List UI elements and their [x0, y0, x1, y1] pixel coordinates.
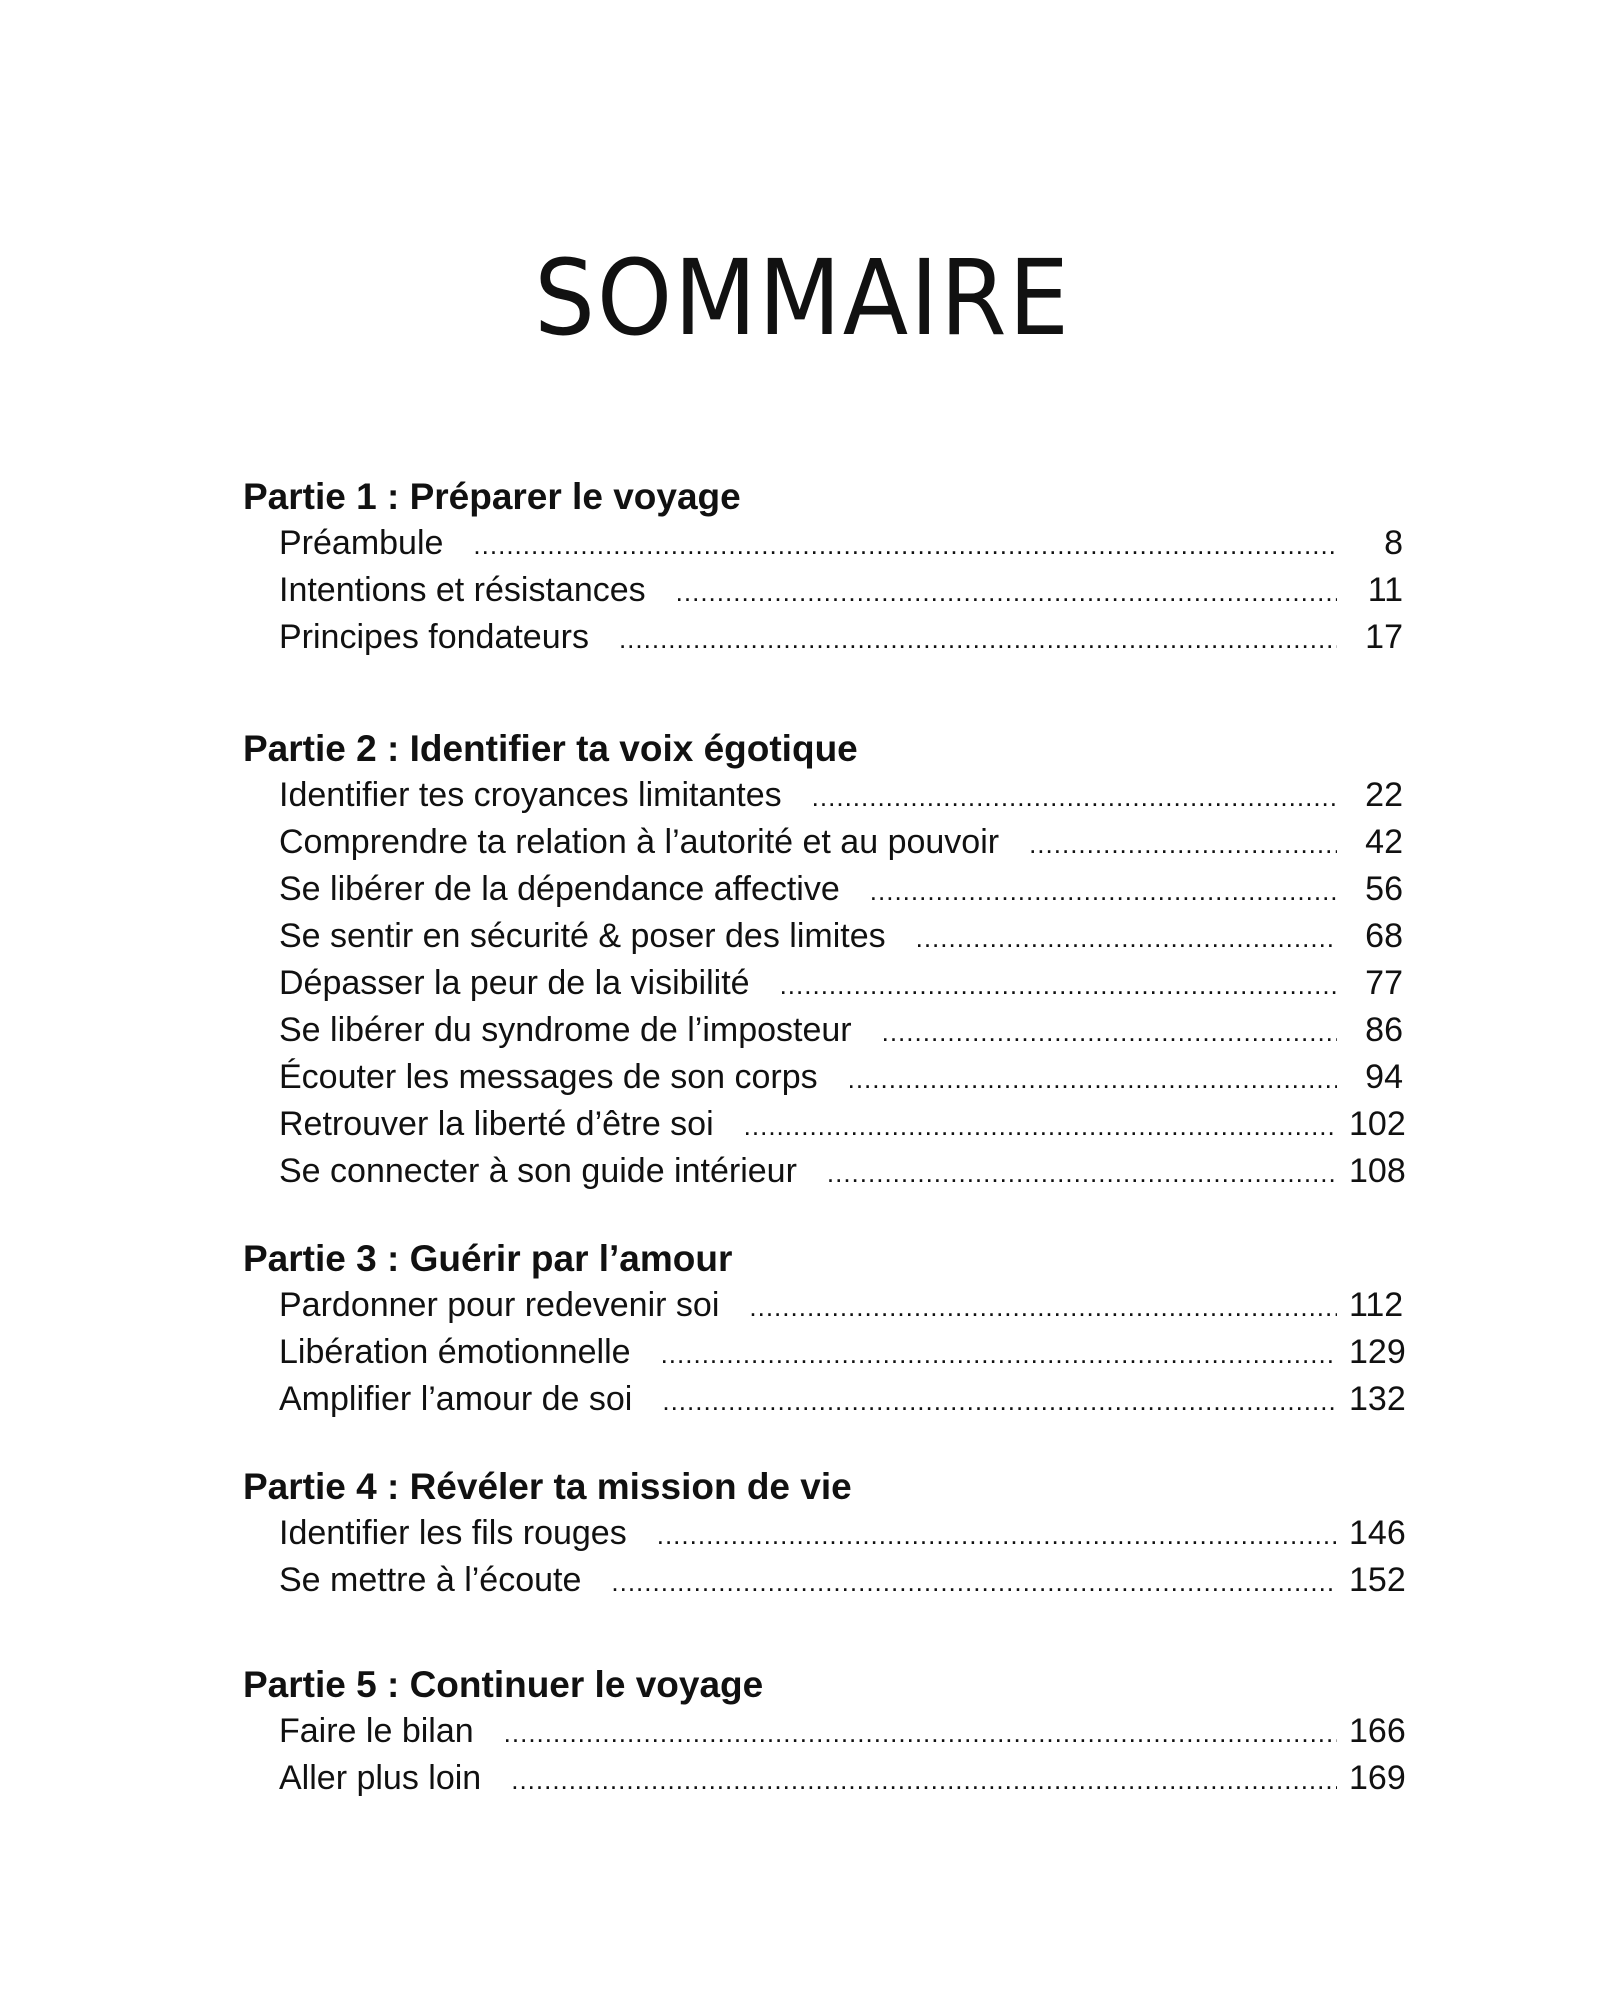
entry-title: Se libérer de la dépendance affective: [279, 870, 840, 908]
entry-title: Identifier tes croyances limitantes: [279, 776, 782, 814]
entry-page-number: 22: [1365, 776, 1403, 814]
toc-entry[interactable]: [243, 1557, 1406, 1604]
part-heading: Partie 1 : Préparer le voyage: [243, 476, 741, 517]
entry-title: Amplifier l’amour de soi: [279, 1380, 633, 1418]
dot-leader: [827, 1150, 1337, 1197]
dot-leader: [882, 1009, 1337, 1056]
dot-leader: [749, 1284, 1337, 1331]
dot-leader: [511, 1757, 1337, 1804]
toc-entry[interactable]: [243, 614, 1403, 661]
toc-part-2: [243, 728, 1406, 1195]
entry-page-number: 152: [1349, 1561, 1406, 1599]
entry-page-number: 77: [1365, 964, 1403, 1002]
entry-page-number: 146: [1349, 1514, 1406, 1552]
dot-leader: [1029, 821, 1337, 868]
entry-page-number: 132: [1349, 1380, 1406, 1418]
entry-title: Principes fondateurs: [279, 618, 589, 656]
entry-title: Libération émotionnelle: [279, 1333, 631, 1371]
entry-page-number: 108: [1349, 1152, 1406, 1190]
entry-title: Se sentir en sécurité & poser des limites: [279, 917, 886, 955]
part-heading: Partie 5 : Continuer le voyage: [243, 1664, 764, 1705]
toc-entry[interactable]: [243, 960, 1403, 1007]
entry-page-number: 17: [1365, 618, 1403, 656]
dot-leader: [504, 1710, 1337, 1757]
toc-entry[interactable]: [243, 866, 1403, 913]
dot-leader: [661, 1331, 1337, 1378]
toc-part-5: [243, 1664, 1406, 1802]
entry-title: Se mettre à l’écoute: [279, 1561, 582, 1599]
entry-page-number: 68: [1365, 917, 1403, 955]
entry-page-number: 94: [1365, 1058, 1403, 1096]
entry-title: Faire le bilan: [279, 1712, 474, 1750]
dot-leader: [916, 915, 1337, 962]
entry-page-number: 86: [1365, 1011, 1403, 1049]
part-heading: Partie 3 : Guérir par l’amour: [243, 1238, 733, 1279]
entry-page-number: 56: [1365, 870, 1403, 908]
toc-entry[interactable]: [243, 819, 1403, 866]
entry-page-number: 42: [1365, 823, 1403, 861]
entry-title: Dépasser la peur de la visibilité: [279, 964, 750, 1002]
toc-part-1: [243, 478, 1403, 661]
part-heading: Partie 2 : Identifier ta voix égotique: [243, 728, 858, 769]
entry-title: Pardonner pour redevenir soi: [279, 1286, 720, 1324]
toc-entry[interactable]: [243, 1282, 1403, 1329]
toc-entry[interactable]: [243, 1329, 1406, 1376]
toc-part-3: [243, 1238, 1406, 1423]
toc-entry[interactable]: [243, 1510, 1406, 1557]
dot-leader: [662, 1378, 1337, 1425]
toc-entry[interactable]: [243, 567, 1403, 614]
entry-title: Se connecter à son guide intérieur: [279, 1152, 797, 1190]
entry-title: Se libérer du syndrome de l’imposteur: [279, 1011, 852, 1049]
entry-page-number: 129: [1349, 1333, 1406, 1371]
dot-leader: [780, 962, 1337, 1009]
toc-entry[interactable]: [243, 1101, 1406, 1148]
dot-leader: [812, 774, 1337, 821]
entry-title: Intentions et résistances: [279, 571, 646, 609]
toc-entry[interactable]: [243, 913, 1403, 960]
toc-entry[interactable]: [243, 772, 1403, 819]
dot-leader: [619, 616, 1337, 663]
entry-title: Retrouver la liberté d’être soi: [279, 1105, 714, 1143]
dot-leader: [473, 522, 1337, 569]
entry-page-number: 8: [1384, 524, 1403, 562]
part-heading: Partie 4 : Révéler ta mission de vie: [243, 1466, 852, 1507]
toc-entry[interactable]: [243, 1708, 1406, 1755]
toc-entry[interactable]: [243, 520, 1403, 567]
dot-leader: [870, 868, 1337, 915]
dot-leader: [611, 1559, 1337, 1606]
toc-part-4: [243, 1466, 1406, 1604]
toc-entry[interactable]: [243, 1148, 1406, 1195]
page-title: SOMMAIRE: [534, 237, 1071, 359]
toc-entry[interactable]: [243, 1007, 1403, 1054]
entry-page-number: 11: [1367, 571, 1403, 609]
dot-leader: [676, 569, 1337, 616]
entry-title: Comprendre ta relation à l’autorité et au pouvoir: [279, 823, 1000, 861]
entry-title: Écouter les messages de son corps: [279, 1058, 818, 1096]
toc-entry[interactable]: [243, 1054, 1403, 1101]
entry-page-number: 102: [1349, 1105, 1406, 1143]
entry-title: Aller plus loin: [279, 1759, 482, 1797]
entry-title: Identifier les fils rouges: [279, 1514, 627, 1552]
dot-leader: [848, 1056, 1337, 1103]
toc-entry[interactable]: [243, 1755, 1406, 1802]
entry-title: Préambule: [279, 524, 444, 562]
entry-page-number: 112: [1349, 1286, 1404, 1324]
toc-entry[interactable]: [243, 1376, 1406, 1423]
dot-leader: [744, 1103, 1337, 1150]
entry-page-number: 166: [1349, 1712, 1406, 1750]
entry-page-number: 169: [1349, 1759, 1406, 1797]
dot-leader: [657, 1512, 1337, 1559]
